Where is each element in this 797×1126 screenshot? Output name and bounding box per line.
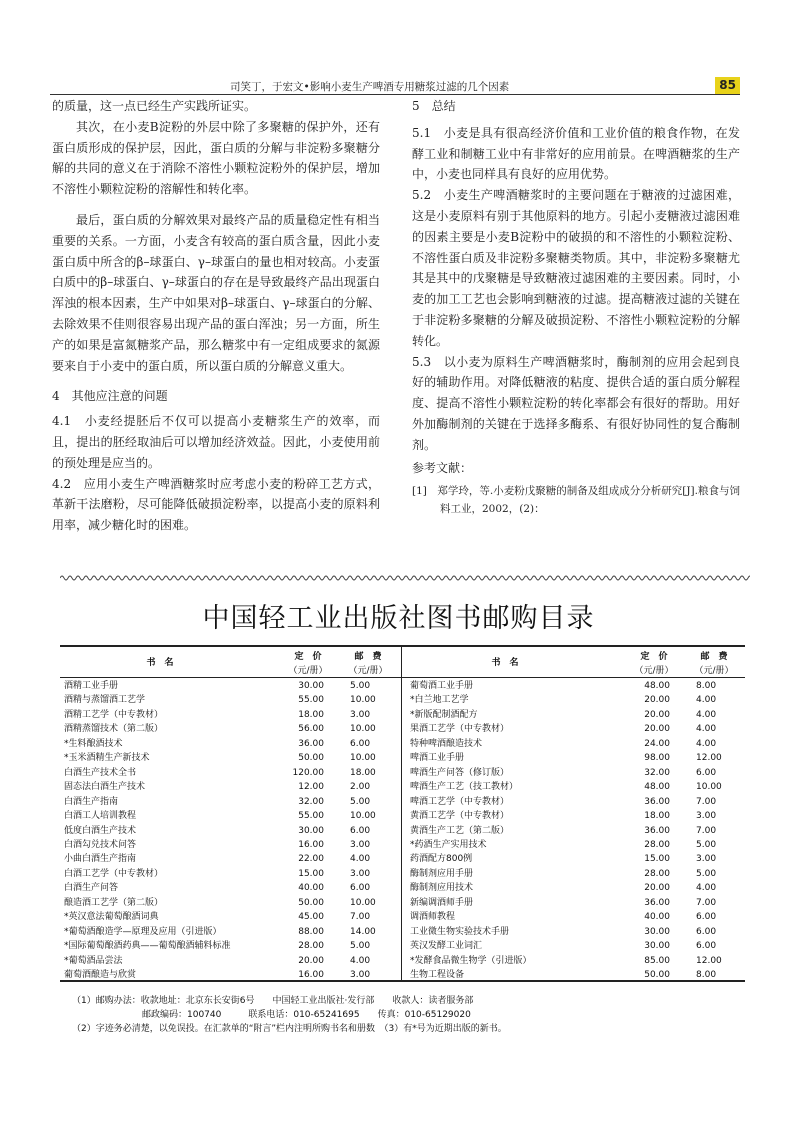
header-postage-unit-left: （元/册） <box>348 666 388 676</box>
book-postage: 6.00 <box>350 883 371 894</box>
book-row <box>60 867 398 881</box>
book-price: 50.00 <box>298 897 324 908</box>
book-price: 28.00 <box>644 839 670 850</box>
right-column <box>412 96 740 518</box>
book-price: 16.00 <box>298 970 324 980</box>
book-title: 白酒生产问答 <box>64 883 119 894</box>
book-title: 啤酒工艺学（中专教材） <box>410 796 510 807</box>
book-row <box>406 925 744 939</box>
book-title: 果酒工艺学（中专教材） <box>410 724 510 735</box>
wavy-divider <box>60 574 750 582</box>
note-order-method: （1）邮购办法：收款地址：北京东长安街6号 中国轻工业出版社·发行部 收款人：读者服务部 <box>72 996 474 1006</box>
book-postage: 6.00 <box>696 941 717 952</box>
book-postage: 6.00 <box>696 767 717 778</box>
section-5-2: 5.2 小麦生产啤酒糖浆时的主要问题在于糖液的过滤困难，这是小麦原料有别于其他原料的地方。引起小麦糖液过滤困难的因素主要是小麦B淀粉中的破损的和不溶性的小颗粒淀粉、不溶性蛋白质及非淀粉多聚糖类物质。其中，非淀粉多聚糖尤其是其中的戊聚糖是导致糖液过滤困难的主要因素。同时，小麦的加工工艺也会影响到糖液的过滤。提高糖液过滤的关键在于非淀粉多聚糖的分解及破损淀粉、不溶性小颗粒淀粉的分解转化。 <box>412 188 740 348</box>
book-price: 20.00 <box>644 724 670 735</box>
book-price: 20.00 <box>298 955 324 966</box>
section-5-heading: 5 总结 <box>412 99 456 113</box>
book-price: 16.00 <box>298 839 324 850</box>
page-number: 85 <box>715 77 740 94</box>
book-row <box>406 737 744 751</box>
table-header <box>60 647 745 678</box>
book-title: 黄酒工艺学（中专教材） <box>410 811 510 822</box>
book-row <box>60 881 398 895</box>
book-price: 18.00 <box>298 709 324 720</box>
book-title: 固态法白酒生产技术 <box>64 782 146 793</box>
book-price: 18.00 <box>644 811 670 822</box>
book-postage: 5.00 <box>350 796 371 807</box>
book-title: 低度白酒生产技术 <box>64 825 137 836</box>
book-title: 酶制剂应用手册 <box>410 868 474 879</box>
book-row <box>406 679 744 693</box>
header-name-left: 书 名 <box>146 658 174 668</box>
book-title: 特种啤酒酿造技术 <box>410 738 483 749</box>
book-price: 28.00 <box>298 941 324 952</box>
book-row <box>406 722 744 736</box>
book-title: 生物工程设备 <box>410 970 465 980</box>
book-price: 30.00 <box>644 926 670 937</box>
book-row <box>60 751 398 765</box>
book-title: *药酒生产实用技术 <box>410 839 487 850</box>
book-title: 葡萄酒工业手册 <box>410 681 474 691</box>
paragraph-protein-layer: 其次，在小麦B淀粉的外层中除了多聚糖的保护外，还有蛋白质形成的保护层，因此，蛋白质的分解与非淀粉多聚糖分解的共同的意义在于消除不溶性小颗粒淀粉外的保护层，增加不溶性小颗粒淀粉的溶解性和转化率。 <box>52 119 380 197</box>
book-row <box>60 954 398 968</box>
book-postage: 6.00 <box>350 825 371 836</box>
book-price: 15.00 <box>298 868 324 879</box>
running-title: 司笑丁，于宏文•影响小麦生产啤酒专用糖浆过滤的几个因素 <box>230 81 510 93</box>
book-postage: 3.00 <box>696 854 717 865</box>
running-header <box>50 78 740 95</box>
section-4-heading: 4 其他应注意的问题 <box>52 389 168 404</box>
book-row <box>60 795 398 809</box>
catalog-table <box>60 645 745 982</box>
book-price: 24.00 <box>644 738 670 749</box>
book-title: 小曲白酒生产指南 <box>64 854 137 865</box>
book-postage: 4.00 <box>696 883 717 894</box>
book-row <box>60 679 398 693</box>
book-title: 酶制剂应用技术 <box>410 883 474 894</box>
header-price-right: 定 价 <box>640 652 668 662</box>
book-postage: 4.00 <box>350 854 371 865</box>
book-postage: 3.00 <box>350 868 371 879</box>
book-row <box>60 910 398 924</box>
header-name-right: 书 名 <box>491 658 519 668</box>
book-price: 20.00 <box>644 883 670 894</box>
book-title: 酒精工业手册 <box>64 681 119 691</box>
book-title: 工业微生物实验技术手册 <box>410 926 510 937</box>
book-row <box>406 693 744 707</box>
book-postage: 7.00 <box>350 912 371 923</box>
note-instructions: （2）字迹务必清楚，以免误投。在汇款单的“附言”栏内注明所购书名和册数 （3）有*号为近期出版的新书。 <box>72 1024 507 1034</box>
book-row <box>406 852 744 866</box>
book-row <box>60 693 398 707</box>
book-price: 55.00 <box>298 811 324 822</box>
header-price-unit-right: （元/册） <box>634 666 674 676</box>
book-postage: 6.00 <box>696 912 717 923</box>
table-center-divider <box>401 647 402 980</box>
book-price: 30.00 <box>644 941 670 952</box>
book-row <box>60 925 398 939</box>
book-price: 20.00 <box>644 695 670 706</box>
book-row <box>60 852 398 866</box>
reference-1: [1] 郑学玲，等.小麦粉戊聚糖的制备及组成成分分析研究[J].粮食与饲料工业，2002，(2)： <box>412 485 740 516</box>
book-title: *英汉意法葡萄酿酒词典 <box>64 912 159 923</box>
book-postage: 3.00 <box>350 970 371 980</box>
book-row <box>60 766 398 780</box>
book-postage: 10.00 <box>350 897 376 908</box>
book-row <box>406 881 744 895</box>
catalog-title: 中国轻工业出版社图书邮购目录 <box>202 603 595 634</box>
section-4-2: 4.2 应用小麦生产啤酒糖浆时应考虑小麦的粉碎工艺方式，革新干法磨粉，尽可能降低破损淀粉率，以提高小麦的原料利用率，减少糖化时的困难。 <box>52 476 380 533</box>
book-price: 50.00 <box>644 970 670 980</box>
book-row <box>406 795 744 809</box>
book-title: *白兰地工艺学 <box>410 695 469 706</box>
book-row <box>60 737 398 751</box>
book-row <box>406 780 744 794</box>
book-postage: 3.00 <box>350 709 371 720</box>
book-price: 30.00 <box>298 825 324 836</box>
book-postage: 5.00 <box>350 681 371 691</box>
book-row <box>60 824 398 838</box>
book-title: *葡萄酒品尝法 <box>64 955 123 966</box>
header-postage-right: 邮 费 <box>700 652 728 662</box>
book-postage: 10.00 <box>350 695 376 706</box>
book-price: 40.00 <box>298 883 324 894</box>
book-title: 葡萄酒酿造与欣赏 <box>64 970 137 980</box>
book-title: 啤酒工业手册 <box>410 753 465 764</box>
book-title: 调酒师教程 <box>410 912 456 923</box>
book-row <box>406 838 744 852</box>
book-row <box>60 968 398 982</box>
header-postage-unit-right: （元/册） <box>694 666 734 676</box>
book-title: 白酒勾兑技术问答 <box>64 839 137 850</box>
book-price: 22.00 <box>298 854 324 865</box>
book-row <box>60 780 398 794</box>
book-title: *葡萄酒酿造学—原理及应用（引进版） <box>64 926 222 937</box>
book-title: *发酵食品微生物学（引进版） <box>410 955 532 966</box>
references-title: 参考文献： <box>412 460 473 475</box>
book-postage: 6.00 <box>696 926 717 937</box>
book-row <box>406 954 744 968</box>
book-price: 36.00 <box>644 825 670 836</box>
book-title: 新编调酒师手册 <box>410 897 474 908</box>
book-title: *玉米酒精生产新技术 <box>64 753 150 764</box>
book-postage: 5.00 <box>350 941 371 952</box>
book-postage: 8.00 <box>696 970 717 980</box>
book-price: 48.00 <box>644 782 670 793</box>
header-price-left: 定 价 <box>294 652 322 662</box>
book-row <box>60 939 398 953</box>
book-postage: 14.00 <box>350 926 376 937</box>
catalog-notes <box>72 994 752 1036</box>
book-price: 98.00 <box>644 753 670 764</box>
book-postage: 12.00 <box>696 955 722 966</box>
header-price-unit-left: （元/册） <box>288 666 328 676</box>
book-postage: 18.00 <box>350 767 376 778</box>
book-postage: 4.00 <box>696 695 717 706</box>
book-postage: 4.00 <box>696 724 717 735</box>
book-price: 56.00 <box>298 724 324 735</box>
book-postage: 3.00 <box>350 839 371 850</box>
book-price: 32.00 <box>298 796 324 807</box>
book-row <box>406 910 744 924</box>
book-price: 50.00 <box>298 753 324 764</box>
book-row <box>60 838 398 852</box>
book-title: *生料酿酒技术 <box>64 738 123 749</box>
section-5-3: 5.3 以小麦为原料生产啤酒糖浆时，酶制剂的应用会起到良好的辅助作用。对降低糖液的粘度、提供合适的蛋白质分解程度、提高不溶性小颗粒淀粉的转化率都会有很好的帮助。用好外加酶制剂的关键在于选择多酶系、有很好协同性的复合酶制剂。 <box>412 354 740 452</box>
book-title: 药酒配方800例 <box>410 854 473 865</box>
book-postage: 4.00 <box>696 738 717 749</box>
book-postage: 10.00 <box>350 724 376 735</box>
book-title: 啤酒生产问答（修订版） <box>410 767 510 778</box>
book-postage: 4.00 <box>696 709 717 720</box>
book-title: 酿造酒工艺学（第二版） <box>64 897 164 908</box>
book-postage: 2.00 <box>350 782 371 793</box>
book-row <box>60 708 398 722</box>
book-postage: 7.00 <box>696 825 717 836</box>
book-price: 30.00 <box>298 681 324 691</box>
book-postage: 8.00 <box>696 681 717 691</box>
book-title: 英汉发酵工业词汇 <box>410 941 483 952</box>
book-row <box>60 809 398 823</box>
paragraph-continuation: 的质量，这一点已经生产实践所证实。 <box>52 99 257 113</box>
book-price: 40.00 <box>644 912 670 923</box>
book-price: 12.00 <box>298 782 324 793</box>
book-price: 32.00 <box>644 767 670 778</box>
paragraph-protein-stability: 最后，蛋白质的分解效果对最终产品的质量稳定性有相当重要的关系。一方面，小麦含有较高的蛋白质含量，因此小麦蛋白质中所含的β–球蛋白、γ–球蛋白的量也相对较高。小麦蛋白质中的β–球蛋白、γ–球蛋白的存在是导致最终产品出现蛋白浑浊的根本因素，生产中如果对β–球蛋白、γ–球蛋白的分解、去除效果不佳则很容易出现产品的蛋白浑浊；另一方面，所生产的如果是富氮糖浆产品，那么糖浆中有一定组成要求的氮源要来自于小麦中的蛋白质，所以蛋白质的分解意义重大。 <box>52 212 380 373</box>
book-row <box>60 896 398 910</box>
book-row <box>406 708 744 722</box>
book-title: 白酒工人培训教程 <box>64 811 137 822</box>
book-row <box>406 824 744 838</box>
book-price: 55.00 <box>298 695 324 706</box>
book-price: 36.00 <box>644 897 670 908</box>
book-title: 白酒工艺学（中专教材） <box>64 868 164 879</box>
book-row <box>406 867 744 881</box>
book-price: 45.00 <box>298 912 324 923</box>
book-row <box>406 751 744 765</box>
book-price: 85.00 <box>644 955 670 966</box>
book-title: *国际葡萄酿酒药典——葡萄酿酒辅料标准 <box>64 941 231 952</box>
book-postage: 10.00 <box>350 753 376 764</box>
book-row <box>406 809 744 823</box>
book-title: 啤酒生产工艺（技工教材） <box>410 782 519 793</box>
header-postage-left: 邮 费 <box>354 652 382 662</box>
book-title: 酒精工艺学（中专教材） <box>64 709 164 720</box>
book-title: 酒精与蒸馏酒工艺学 <box>64 695 146 706</box>
book-title: *新版配制酒配方 <box>410 709 478 720</box>
book-price: 28.00 <box>644 868 670 879</box>
left-column <box>52 96 380 536</box>
book-postage: 3.00 <box>696 811 717 822</box>
book-title: 黄酒生产工艺（第二版） <box>410 825 510 836</box>
book-postage: 7.00 <box>696 897 717 908</box>
book-row <box>406 968 744 982</box>
book-price: 36.00 <box>298 738 324 749</box>
book-title: 酒精蒸馏技术（第二版） <box>64 724 164 735</box>
book-title: 白酒生产技术全书 <box>64 767 137 778</box>
book-postage: 6.00 <box>350 738 371 749</box>
book-row <box>60 722 398 736</box>
book-postage: 10.00 <box>696 782 722 793</box>
book-postage: 5.00 <box>696 868 717 879</box>
book-row <box>406 939 744 953</box>
book-postage: 7.00 <box>696 796 717 807</box>
book-postage: 10.00 <box>350 811 376 822</box>
note-contact: 邮政编码：100740 联系电话：010-65241695 传真：010-65129020 <box>142 1010 471 1020</box>
book-price: 36.00 <box>644 796 670 807</box>
book-postage: 4.00 <box>350 955 371 966</box>
book-title: 白酒生产指南 <box>64 796 119 807</box>
book-price: 20.00 <box>644 709 670 720</box>
book-postage: 12.00 <box>696 753 722 764</box>
book-price: 120.00 <box>292 767 324 778</box>
book-row <box>406 766 744 780</box>
book-row <box>406 896 744 910</box>
book-price: 88.00 <box>298 926 324 937</box>
book-price: 48.00 <box>644 681 670 691</box>
section-5-1: 5.1 小麦是具有很高经济价值和工业价值的粮食作物，在发酵工业和制糖工业中有非常好的应用前景。在啤酒糖浆的生产中，小麦也同样具有良好的应用优势。 <box>412 125 740 182</box>
book-postage: 5.00 <box>696 839 717 850</box>
section-4-1: 4.1 小麦经提胚后不仅可以提高小麦糖浆生产的效率，而且，提出的胚经取油后可以增加经济效益。因此，小麦使用前的预处理是应当的。 <box>52 414 380 470</box>
book-price: 15.00 <box>644 854 670 865</box>
